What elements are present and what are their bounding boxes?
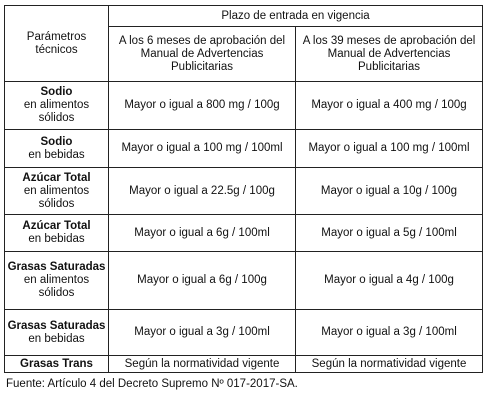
param-sub: en bebidas [28,332,85,345]
value-6-months: Mayor o igual a 22.5g / 100g [109,168,296,215]
value-39-months: Mayor o igual a 3g / 100ml [296,310,483,356]
table-row [5,82,483,130]
table-row [5,130,483,168]
source-note: Fuente: Artículo 4 del Decreto Supremo Nº 017-2017-SA. [6,378,298,390]
table-row [5,168,483,215]
value-39-months: Mayor o igual a 400 mg / 100g [296,82,483,130]
value-39-months: Mayor o igual a 100 mg / 100ml [296,130,483,168]
regulation-table [4,5,483,373]
col-39-months-header: A los 39 meses de aprobación del Manual de Advertencias Publicitarias [296,27,483,82]
param-sub: en alimentos sólidos [23,274,90,299]
value-39-months: Mayor o igual a 4g / 100g [296,252,483,310]
value-6-months: Mayor o igual a 3g / 100ml [109,310,296,356]
deadline-header: Plazo de entrada en vigencia [109,6,483,27]
param-cell [5,82,109,130]
param-name: Grasas Saturadas [7,261,106,273]
param-name: Grasas Trans [20,357,93,370]
table-row [5,310,483,356]
value-39-months: Mayor o igual a 5g / 100ml [296,215,483,252]
param-cell [5,168,109,215]
table-row [5,356,483,373]
param-sub: en alimentos sólidos [23,184,90,210]
table-row [5,252,483,310]
param-header: Parámetros técnicos [5,6,109,82]
param-name: Grasas Saturadas [7,319,106,332]
param-cell [5,130,109,168]
param-sub: en bebidas [28,148,85,161]
value-6-months: Mayor o igual a 6g / 100ml [109,215,296,252]
param-sub: en alimentos sólidos [23,99,90,124]
param-name: Sodio [40,86,73,98]
value-6-months: Mayor o igual a 800 mg / 100g [109,82,296,130]
value-6-months: Según la normatividad vigente [109,356,296,373]
param-sub: en bebidas [28,233,85,245]
table-row [5,215,483,252]
param-cell [5,215,109,252]
param-name: Azúcar Total [22,171,91,184]
param-cell [5,310,109,356]
header-row-top [5,6,483,27]
value-39-months: Mayor o igual a 10g / 100g [296,168,483,215]
param-name: Azúcar Total [22,220,91,232]
value-39-months: Según la normatividad vigente [296,356,483,373]
param-name: Sodio [40,135,73,148]
value-6-months: Mayor o igual a 100 mg / 100ml [109,130,296,168]
value-6-months: Mayor o igual a 6g / 100g [109,252,296,310]
col-6-months-header: A los 6 meses de aprobación del Manual de Advertencias Publicitarias [109,27,296,82]
param-cell [5,252,109,310]
param-cell [5,356,109,373]
